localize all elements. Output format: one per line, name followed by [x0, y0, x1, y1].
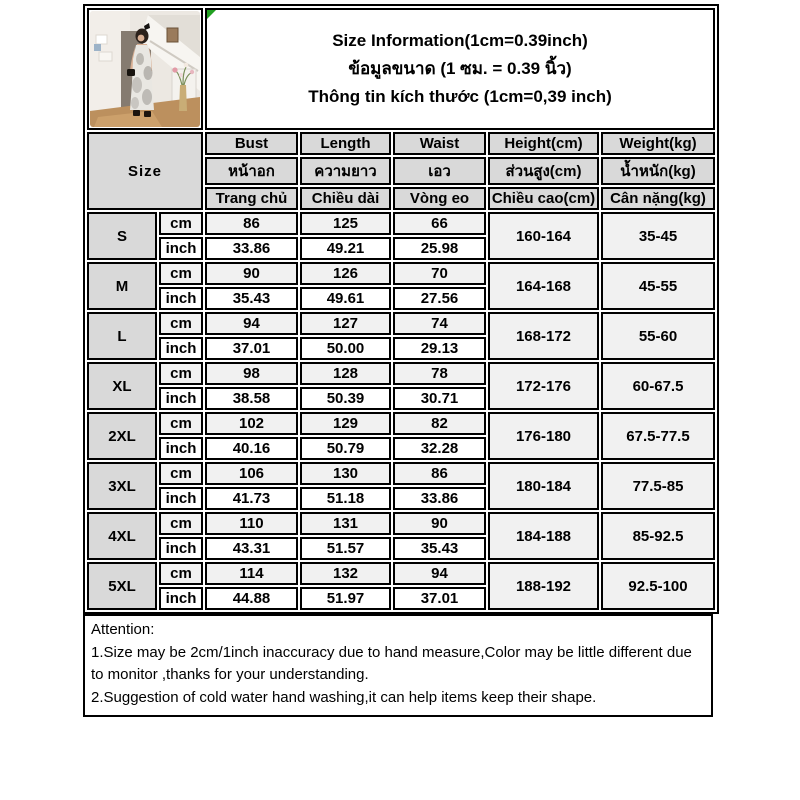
height-range: 172-176	[488, 362, 599, 410]
size-label: 5XL	[87, 562, 157, 610]
handbag	[127, 69, 135, 76]
photo-title-row	[87, 8, 715, 130]
weight-range: 60-67.5	[601, 362, 715, 410]
wall-papers	[96, 35, 107, 44]
size-row-s-cm	[87, 212, 715, 235]
size-label: 2XL	[87, 412, 157, 460]
attention-line-2: 2.Suggestion of cold water hand washing,it can help items keep their shape.	[91, 688, 597, 706]
height-range: 188-192	[488, 562, 599, 610]
bust-inch-value: 41.73	[205, 487, 298, 510]
unit-inch-label: inch	[159, 387, 203, 410]
bust-cm-value: 102	[205, 412, 298, 435]
product-photo-cell	[87, 8, 203, 130]
length-inch-value: 51.57	[300, 537, 391, 560]
bust-inch-value: 35.43	[205, 287, 298, 310]
weight-range: 45-55	[601, 262, 715, 310]
attention-note	[83, 614, 713, 717]
col-header-waist-th: เอว	[393, 157, 486, 185]
unit-cm-label: cm	[159, 412, 203, 435]
unit-cm-label: cm	[159, 562, 203, 585]
picture-frame	[167, 28, 178, 42]
attention-line-1: 1.Size may be 2cm/1inch inaccuracy due to hand measure,Color may be little different due to monitor ,thanks for your understanding.	[91, 643, 692, 683]
length-inch-value: 51.97	[300, 587, 391, 610]
size-row-xl-cm	[87, 362, 715, 385]
waist-cm-value: 78	[393, 362, 486, 385]
col-header-waist-vi: Vòng eo	[393, 187, 486, 210]
unit-inch-label: inch	[159, 587, 203, 610]
size-label: XL	[87, 362, 157, 410]
bust-cm-value: 94	[205, 312, 298, 335]
col-header-weight-vi: Cân nặng(kg)	[601, 187, 715, 210]
size-row-4xl-cm	[87, 512, 715, 535]
bust-inch-value: 44.88	[205, 587, 298, 610]
waist-cm-value: 94	[393, 562, 486, 585]
waist-inch-value: 25.98	[393, 237, 486, 260]
col-header-bust-vi: Trang chủ	[205, 187, 298, 210]
height-range: 168-172	[488, 312, 599, 360]
weight-range: 85-92.5	[601, 512, 715, 560]
weight-range: 35-45	[601, 212, 715, 260]
size-label: M	[87, 262, 157, 310]
size-label: L	[87, 312, 157, 360]
bust-inch-value: 40.16	[205, 437, 298, 460]
col-header-bust-th: หน้าอก	[205, 157, 298, 185]
title-cell	[205, 8, 715, 130]
size-table	[83, 4, 719, 614]
title-line-en: Size Information(1cm=0.39inch)	[332, 30, 588, 50]
waist-cm-value: 66	[393, 212, 486, 235]
waist-cm-value: 82	[393, 412, 486, 435]
height-range: 176-180	[488, 412, 599, 460]
bust-inch-value: 37.01	[205, 337, 298, 360]
bust-cm-value: 106	[205, 462, 298, 485]
col-header-length-vi: Chiều dài	[300, 187, 391, 210]
length-inch-value: 51.18	[300, 487, 391, 510]
col-header-height-th: ส่วนสูง(cm)	[488, 157, 599, 185]
unit-inch-label: inch	[159, 537, 203, 560]
length-inch-value: 49.61	[300, 287, 391, 310]
title-line-vi: Thông tin kích thước (1cm=0,39 inch)	[308, 87, 612, 107]
waist-inch-value: 27.56	[393, 287, 486, 310]
height-range: 160-164	[488, 212, 599, 260]
size-row-l-cm	[87, 312, 715, 335]
size-row-3xl-cm	[87, 462, 715, 485]
height-range: 164-168	[488, 262, 599, 310]
waist-cm-value: 70	[393, 262, 486, 285]
length-cm-value: 126	[300, 262, 391, 285]
col-header-length: Length	[300, 132, 391, 155]
waist-inch-value: 33.86	[393, 487, 486, 510]
bust-cm-value: 114	[205, 562, 298, 585]
waist-inch-value: 29.13	[393, 337, 486, 360]
size-chart-sheet	[83, 4, 717, 717]
bust-cm-value: 90	[205, 262, 298, 285]
length-cm-value: 129	[300, 412, 391, 435]
col-header-waist: Waist	[393, 132, 486, 155]
length-cm-value: 128	[300, 362, 391, 385]
unit-cm-label: cm	[159, 312, 203, 335]
col-header-height-vi: Chiều cao(cm)	[488, 187, 599, 210]
weight-range: 92.5-100	[601, 562, 715, 610]
size-row-5xl-cm	[87, 562, 715, 585]
col-header-weight-th: น้ำหนัก(kg)	[601, 157, 715, 185]
col-header-weight: Weight(kg)	[601, 132, 715, 155]
length-cm-value: 130	[300, 462, 391, 485]
unit-cm-label: cm	[159, 362, 203, 385]
unit-inch-label: inch	[159, 337, 203, 360]
unit-cm-label: cm	[159, 462, 203, 485]
length-inch-value: 50.39	[300, 387, 391, 410]
unit-inch-label: inch	[159, 287, 203, 310]
size-header: Size	[87, 132, 203, 210]
header-row-en	[87, 132, 715, 155]
weight-range: 67.5-77.5	[601, 412, 715, 460]
waist-inch-value: 35.43	[393, 537, 486, 560]
col-header-length-th: ความยาว	[300, 157, 391, 185]
weight-range: 77.5-85	[601, 462, 715, 510]
col-header-bust: Bust	[205, 132, 298, 155]
unit-inch-label: inch	[159, 437, 203, 460]
length-inch-value: 50.00	[300, 337, 391, 360]
bust-inch-value: 43.31	[205, 537, 298, 560]
waist-cm-value: 90	[393, 512, 486, 535]
unit-cm-label: cm	[159, 262, 203, 285]
bust-inch-value: 38.58	[205, 387, 298, 410]
bust-cm-value: 110	[205, 512, 298, 535]
unit-inch-label: inch	[159, 487, 203, 510]
bust-cm-value: 98	[205, 362, 298, 385]
unit-cm-label: cm	[159, 212, 203, 235]
length-inch-value: 50.79	[300, 437, 391, 460]
size-label: 4XL	[87, 512, 157, 560]
corner-marker-icon	[207, 10, 216, 19]
size-row-m-cm	[87, 262, 715, 285]
bust-inch-value: 33.86	[205, 237, 298, 260]
title-line-th: ข้อมูลขนาด (1 ซม. = 0.39 นิ้ว)	[348, 58, 572, 78]
product-photo	[90, 11, 200, 127]
waist-inch-value: 32.28	[393, 437, 486, 460]
waist-inch-value: 37.01	[393, 587, 486, 610]
size-label: 3XL	[87, 462, 157, 510]
length-cm-value: 125	[300, 212, 391, 235]
height-range: 184-188	[488, 512, 599, 560]
size-row-2xl-cm	[87, 412, 715, 435]
length-inch-value: 49.21	[300, 237, 391, 260]
height-range: 180-184	[488, 462, 599, 510]
waist-cm-value: 74	[393, 312, 486, 335]
bust-cm-value: 86	[205, 212, 298, 235]
col-header-height: Height(cm)	[488, 132, 599, 155]
unit-inch-label: inch	[159, 237, 203, 260]
unit-cm-label: cm	[159, 512, 203, 535]
length-cm-value: 127	[300, 312, 391, 335]
length-cm-value: 131	[300, 512, 391, 535]
size-label: S	[87, 212, 157, 260]
waist-cm-value: 86	[393, 462, 486, 485]
waist-inch-value: 30.71	[393, 387, 486, 410]
weight-range: 55-60	[601, 312, 715, 360]
length-cm-value: 132	[300, 562, 391, 585]
attention-heading: Attention:	[91, 621, 155, 638]
sandals	[133, 110, 140, 116]
